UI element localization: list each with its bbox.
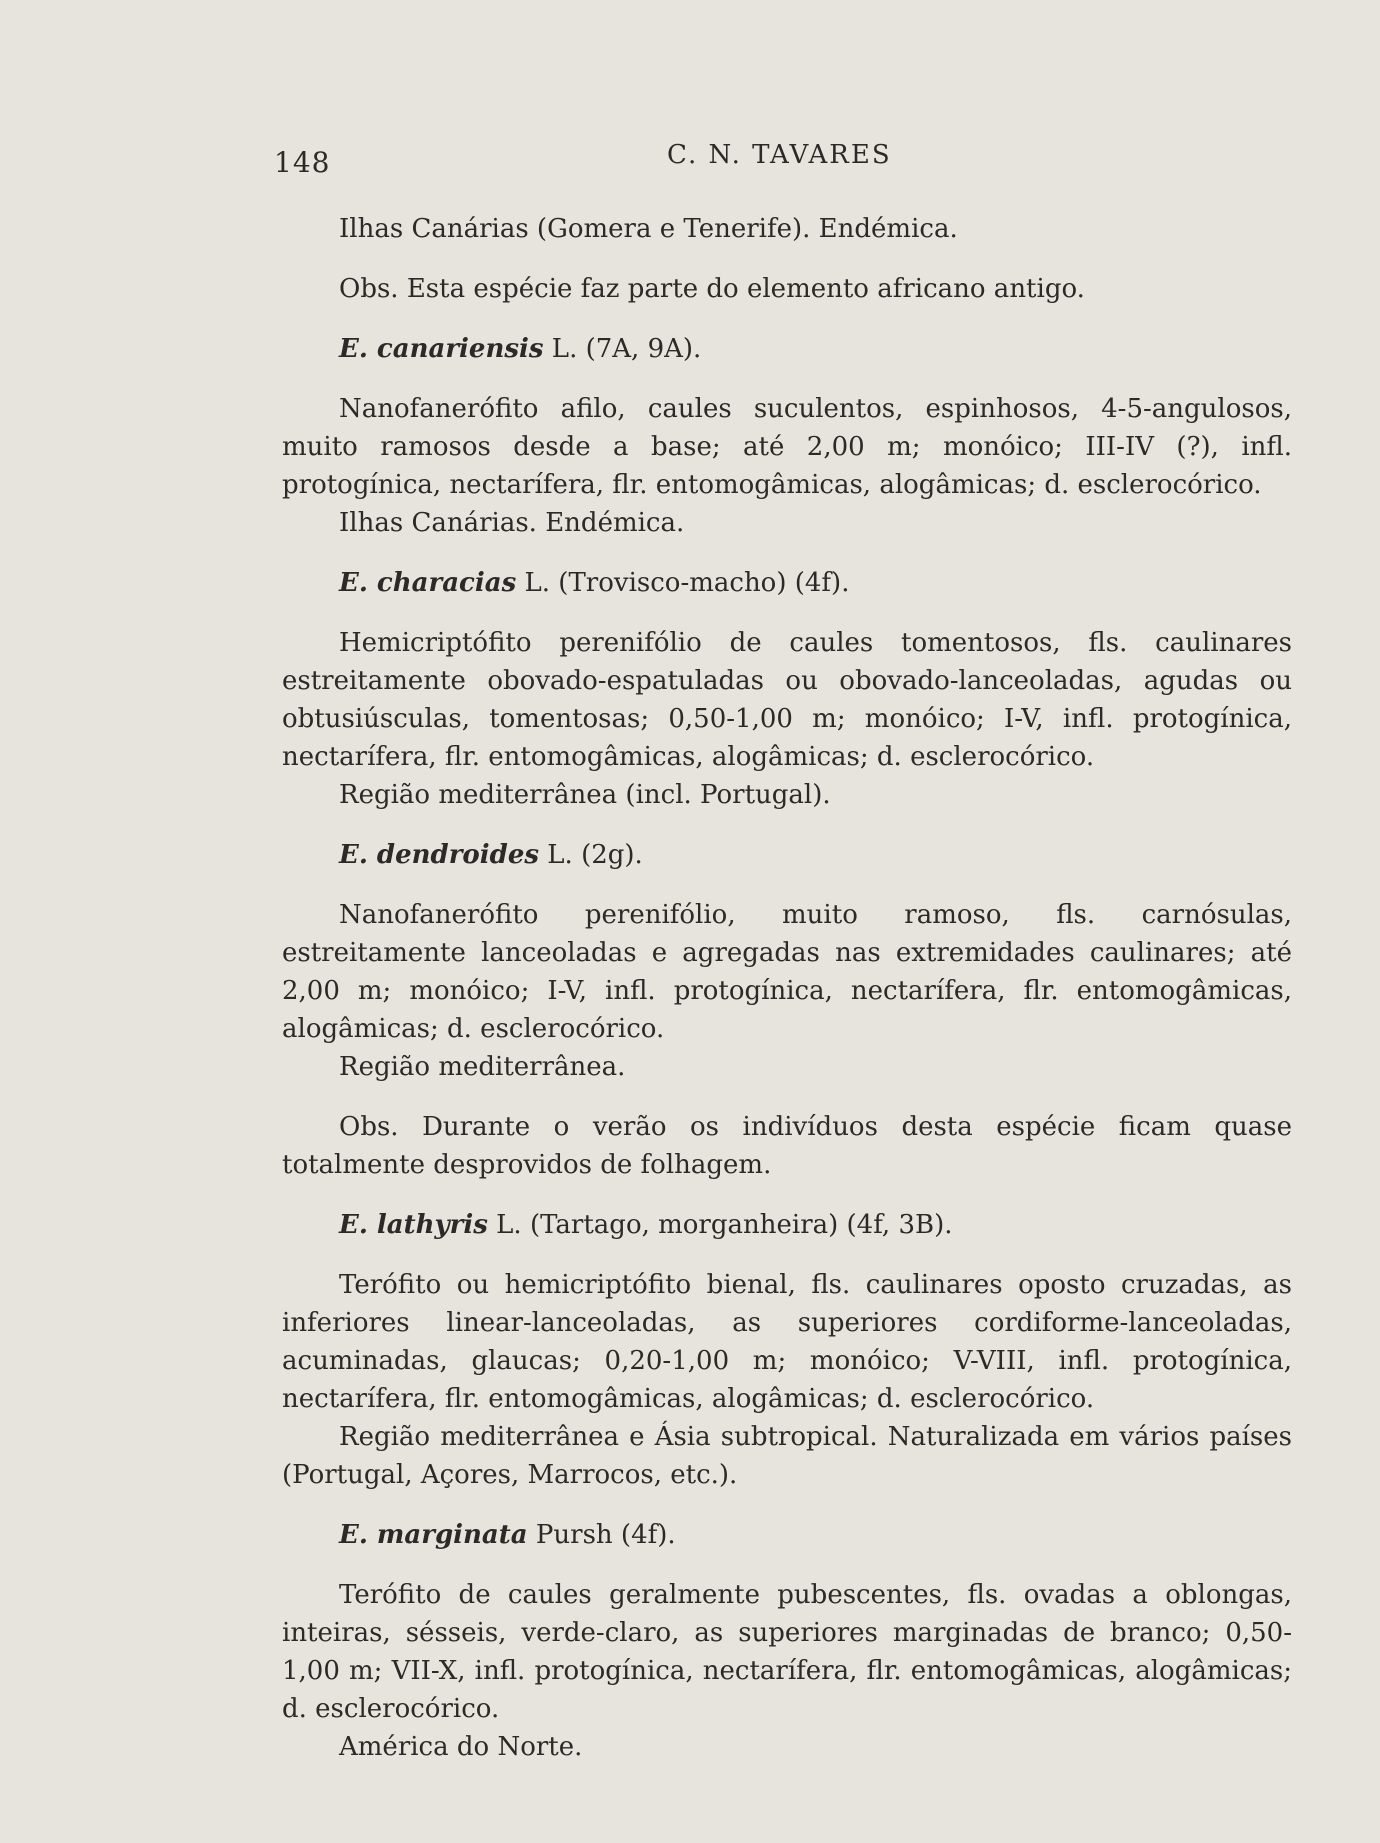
running-head: C. N. TAVARES <box>667 140 892 170</box>
species-authority: Pursh (4f). <box>535 1520 676 1550</box>
species-entry <box>282 1206 1292 1494</box>
observation-text: Obs. Esta espécie faz parte do elemento africano antigo. <box>339 274 1085 304</box>
species-entry <box>282 330 1292 542</box>
species-authority: L. (7A, 9A). <box>551 334 702 364</box>
species-entry <box>282 564 1292 814</box>
species-authority: L. (Trovisco-macho) (4f). <box>524 568 850 598</box>
species-heading <box>282 1516 1292 1554</box>
species-distribution: Região mediterrânea e Ásia subtropical. Naturalizada em vários países (Portugal, Açores, Marrocos, etc.). <box>282 1422 1292 1490</box>
species-entry <box>282 836 1292 1184</box>
species-distribution: Ilhas Canárias. Endémica. <box>339 508 685 538</box>
species-description: Hemicriptófito perenifólio de caules tomentosos, fls. caulinares estreitamente obovado-espatuladas ou obovado-lanceoladas, agudas ou obtusiúsculas, tomentosas; 0,50-1,00 m; monóico; I-V, infl. protogínica, nectarífera, flr. entomogâmicas, alogâmicas; d. esclerocórico. <box>282 628 1292 772</box>
species-authority: L. (Tartago, morganheira) (4f, 3B). <box>496 1210 953 1240</box>
page-number: 148 <box>274 146 331 179</box>
species-description: Nanofanerófito afilo, caules suculentos, espinhosos, 4-5-angulosos, muito ramosos desde a base; até 2,00 m; monóico; III-IV (?), infl. protogínica, nectarífera, flr. entomogâmicas, alogâmicas; d. esclerocórico. <box>282 394 1292 500</box>
species-distribution: Região mediterrânea. <box>339 1052 626 1082</box>
species-heading <box>282 836 1292 874</box>
distribution-text: Ilhas Canárias (Gomera e Tenerife). Endémica. <box>339 214 958 244</box>
species-authority: L. (2g). <box>547 840 643 870</box>
species-name: E. marginata <box>339 1520 528 1550</box>
species-distribution: América do Norte. <box>339 1732 583 1762</box>
species-heading <box>282 1206 1292 1244</box>
species-name: E. canariensis <box>339 334 544 364</box>
species-name: E. dendroides <box>339 840 540 870</box>
page-body <box>282 210 1292 1766</box>
species-description: Nanofanerófito perenifólio, muito ramoso, fls. carnósulas, estreitamente lanceoladas e agregadas nas extremidades caulinares; até 2,00 m; monóico; I-V, infl. protogínica, nectarífera, flr. entomogâmicas, alogâmicas; d. esclerocórico. <box>282 900 1292 1044</box>
observation-text: Obs. Durante o verão os indivíduos desta espécie ficam quase totalmente desprovidos de folhagem. <box>282 1112 1292 1180</box>
page-header <box>0 140 1380 180</box>
species-name: E. characias <box>339 568 517 598</box>
species-description: Terófito ou hemicriptófito bienal, fls. caulinares oposto cruzadas, as inferiores linear-lanceoladas, as superiores cordiforme-lanceoladas, acuminadas, glaucas; 0,20-1,00 m; monóico; V-VIII, infl. protogínica, nectarífera, flr. entomogâmicas, alogâmicas; d. esclerocórico. <box>282 1270 1292 1414</box>
species-heading <box>282 564 1292 602</box>
species-heading <box>282 330 1292 368</box>
species-entry <box>282 1516 1292 1766</box>
species-name: E. lathyris <box>339 1210 488 1240</box>
species-description: Terófito de caules geralmente pubescentes, fls. ovadas a oblongas, inteiras, sésseis, verde-claro, as superiores marginadas de branco; 0,50-1,00 m; VII-X, infl. protogínica, nectarífera, flr. entomogâmicas, alogâmicas; d. esclerocórico. <box>282 1580 1292 1724</box>
species-distribution: Região mediterrânea (incl. Portugal). <box>339 780 831 810</box>
